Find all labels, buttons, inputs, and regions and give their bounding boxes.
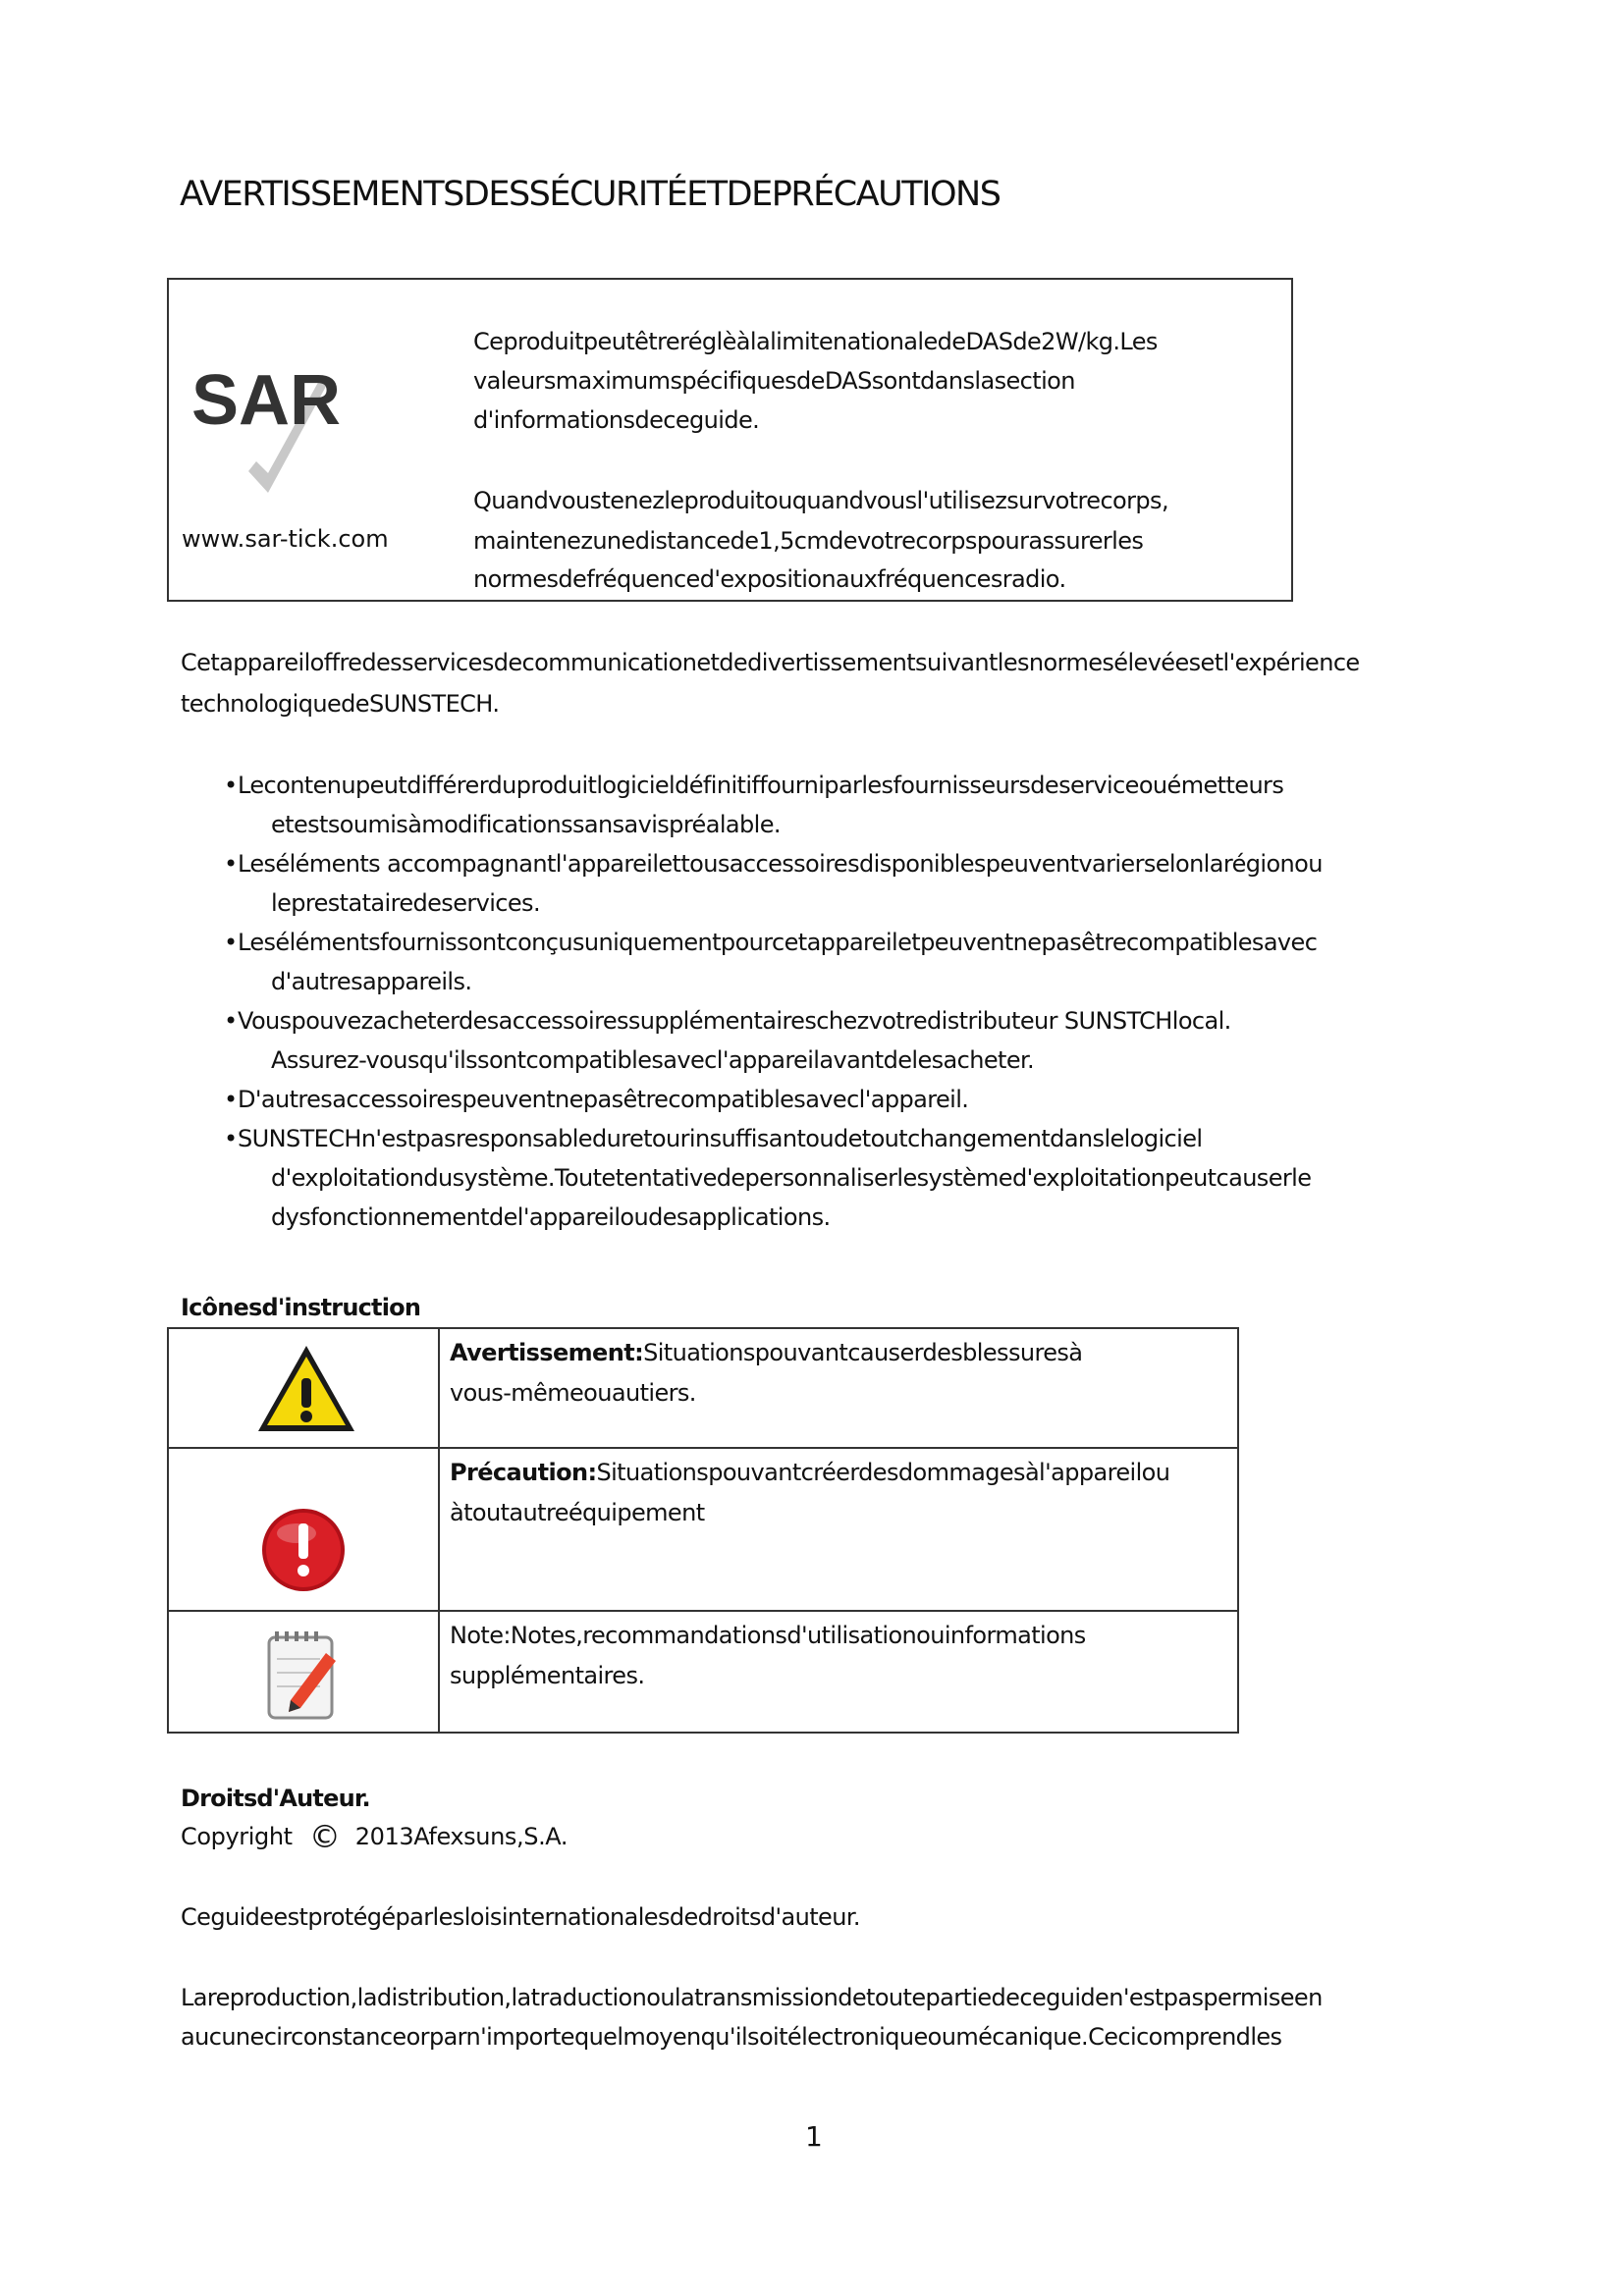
sar-logo bbox=[191, 363, 358, 501]
sar-url-link[interactable]: www.sar-tick.com bbox=[182, 525, 389, 553]
bullet-dot: • bbox=[224, 772, 238, 799]
copyright-suffix: 2013Afexsuns,S.A. bbox=[354, 1823, 568, 1850]
intro-line: technologiquedeSUNSTECH. bbox=[181, 690, 500, 718]
warning-triangle-icon bbox=[255, 1343, 357, 1435]
bullet-continuation: etestsoumisàmodificationssansavispréalable. bbox=[271, 811, 781, 838]
sar-text-line: CeproduitpeutêtreréglèàlalimitenationaledeDASde2W/kg.Les bbox=[473, 328, 1158, 355]
copyright-line bbox=[181, 1818, 568, 1855]
bullet-text: Leséléments accompagnantl'appareilettousaccessoiresdisponiblespeuventvarierselonlarégionou bbox=[238, 850, 1323, 878]
icon-description bbox=[439, 1448, 1238, 1611]
bullet-item bbox=[226, 923, 1323, 1001]
icon-row-warning bbox=[168, 1328, 1238, 1448]
bullet-item bbox=[226, 1119, 1323, 1237]
bullet-text: D'autresaccessoirespeuventnepasêtrecompatiblesavecl'appareil. bbox=[238, 1086, 969, 1113]
bullet-text: Lesélémentsfournissontconçusuniquementpourcetappareiletpeuventnepasêtrecompatiblesavec bbox=[238, 929, 1318, 956]
icon-cell bbox=[168, 1448, 439, 1611]
sar-text-line: d'informationsdeceguide. bbox=[473, 406, 760, 434]
icon-text: Situationspouvantcauserdesblessuresà bbox=[643, 1339, 1083, 1366]
sar-logo-text: SAR bbox=[191, 363, 342, 440]
bullet-continuation: d'exploitationdusystème.Toutetentativedepersonnaliserlesystèmed'exploitationpeutcauserle bbox=[271, 1164, 1312, 1192]
caution-exclamation-icon bbox=[259, 1506, 348, 1594]
copyright-paragraph-line: aucunecirconstanceorparn'importequelmoyenqu'ilsoitélectroniqueoumécanique.Cecicomprendles bbox=[181, 2023, 1282, 2051]
icon-label: Précaution: bbox=[450, 1459, 597, 1486]
icon-cell bbox=[168, 1611, 439, 1733]
intro-line: Cetappareiloffredesservicesdecommunicationetdedivertissementsuivantlesnormesélevéesetl'expérience bbox=[181, 649, 1360, 676]
icon-row-caution bbox=[168, 1448, 1238, 1611]
sar-text-line: Quandvoustenezleproduitouquandvousl'utilisezsurvotrecorps, bbox=[473, 487, 1168, 514]
notepad-pencil-icon bbox=[263, 1629, 342, 1722]
bullet-item bbox=[226, 1001, 1323, 1080]
bullet-dot: • bbox=[224, 929, 238, 956]
copyright-symbol: © bbox=[308, 1818, 341, 1855]
copyright-paragraph-line: Lareproduction,ladistribution,latraductionoulatransmissiondetoutepartiedeceguiden'estpaspermiseen bbox=[181, 1984, 1323, 2011]
sar-checkmark-icon bbox=[191, 363, 358, 501]
icons-section-heading: Icônesd'instruction bbox=[181, 1294, 421, 1321]
icon-cell bbox=[168, 1328, 439, 1448]
bullet-text: SUNSTECHn'estpasresponsableduretourinsuffisantoudetoutchangementdanslelogiciel bbox=[238, 1125, 1203, 1152]
icon-text: àtoutautreéquipement bbox=[450, 1499, 705, 1526]
bullet-continuation: d'autresappareils. bbox=[271, 968, 472, 995]
sar-text-line: valeursmaximumspécifiquesdeDASsontdanslasection bbox=[473, 367, 1075, 395]
icon-label: Avertissement: bbox=[450, 1339, 644, 1366]
bullet-continuation: leprestatairedeservices. bbox=[271, 889, 540, 917]
notice-bullet-list bbox=[226, 766, 1323, 1237]
page-title: AVERTISSEMENTSDESSÉCURITÉETDEPRÉCAUTIONS bbox=[180, 175, 1001, 214]
icon-description bbox=[439, 1328, 1238, 1448]
icon-text: vous-mêmeouautiers. bbox=[450, 1379, 696, 1407]
bullet-continuation: Assurez-vousqu'ilssontcompatiblesavecl'appareilavantdelesacheter. bbox=[271, 1046, 1035, 1074]
icon-row-note bbox=[168, 1611, 1238, 1733]
icon-description bbox=[439, 1611, 1238, 1733]
copyright-prefix: Copyright bbox=[181, 1823, 293, 1850]
bullet-item bbox=[226, 766, 1323, 844]
icon-text: Notes,recommandationsd'utilisationouinformations bbox=[510, 1622, 1086, 1649]
bullet-dot: • bbox=[224, 850, 238, 878]
bullet-item bbox=[226, 844, 1323, 923]
icon-label: Note: bbox=[450, 1622, 511, 1649]
bullet-text: Lecontenupeutdifférerduproduitlogicieldéfinitiffourniparlesfournisseursdeserviceouémetteurs bbox=[238, 772, 1284, 799]
bullet-dot: • bbox=[224, 1086, 238, 1113]
bullet-dot: • bbox=[224, 1007, 238, 1035]
sar-text-line: normesdefréquenced'expositionauxfréquencesradio. bbox=[473, 565, 1066, 593]
sar-text-line: maintenezunedistancede1,5cmdevotrecorpspourassurerles bbox=[473, 527, 1144, 555]
copyright-heading: Droitsd'Auteur. bbox=[181, 1785, 370, 1812]
instruction-icons-table bbox=[167, 1327, 1239, 1734]
bullet-item bbox=[226, 1080, 1323, 1119]
icon-text: Situationspouvantcréerdesdommagesàl'appareilou bbox=[596, 1459, 1170, 1486]
icon-text: supplémentaires. bbox=[450, 1662, 645, 1689]
copyright-paragraph: Ceguideestprotégéparlesloisinternationalesdedroitsd'auteur. bbox=[181, 1903, 860, 1931]
bullet-dot: • bbox=[224, 1125, 238, 1152]
bullet-text: Vouspouvezacheterdesaccessoiressupplémentaireschezvotredistributeur SUNSTCHlocal. bbox=[238, 1007, 1231, 1035]
page-number: 1 bbox=[805, 2120, 823, 2153]
bullet-continuation: dysfonctionnementdel'appareiloudesapplications. bbox=[271, 1203, 831, 1231]
